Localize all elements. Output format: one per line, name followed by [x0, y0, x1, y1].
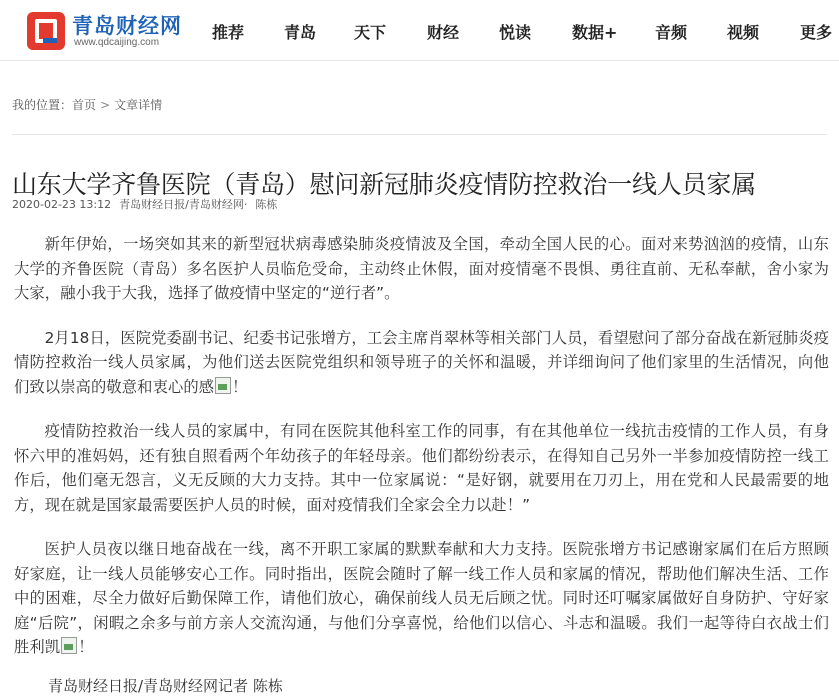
nav-item-world[interactable]: 天下: [354, 23, 387, 42]
nav-item-finance[interactable]: 财经: [427, 23, 460, 42]
article-paragraph: [14, 419, 829, 517]
nav-item-data[interactable]: 数据+: [572, 23, 618, 42]
nav-item-audio[interactable]: 音频: [655, 23, 688, 42]
logo-text: 青岛财经网: [72, 14, 182, 38]
article-paragraph: [14, 537, 829, 660]
site-header: [0, 0, 839, 61]
paragraph-tail: ！: [78, 638, 94, 656]
breadcrumb: [12, 96, 162, 113]
logo-mark-icon: [26, 11, 66, 51]
nav-item-qingdao[interactable]: 青岛: [284, 23, 317, 42]
paragraph-text: 医护人员夜以继日地奋战在一线，离不开职工家属的默默奉献和大力支持。医院张增方书记感谢家属们在后方照顾好家庭，让一线人员能够安心工作。同时指出，医院会随时了解一线工作人员和家属的情况，帮助他们解决生活、工作中的困难，尽全力做好后勤保障工作，请他们放心，确保前线人员无后顾之忧。同时还叮嘱家属做好自身防护、守好家庭“后院”，闲暇之余多与前方亲人交流沟通，与他们分享喜悦，给他们以信心、斗志和温暖。我们一起等待白衣战士们胜利凯: [14, 540, 829, 656]
nav-item-video[interactable]: 视频: [727, 23, 760, 42]
article-meta: [12, 196, 285, 212]
article-source: 青岛财经日报/青岛财经网·: [119, 198, 248, 211]
breadcrumb-prefix: 我的位置：: [12, 98, 73, 112]
nav-item-recommend[interactable]: 推荐: [212, 23, 245, 42]
article-title: 山东大学齐鲁医院（青岛）慰问新冠肺炎疫情防控救治一线人员家属: [12, 169, 757, 199]
article-body: [14, 232, 829, 680]
breadcrumb-current: 文章详情: [114, 98, 163, 112]
article-author: 陈栋: [255, 198, 278, 211]
article-paragraph: [14, 232, 829, 306]
paragraph-tail: ！: [232, 377, 248, 396]
logo-url: www.qdcaijing.com: [74, 37, 160, 48]
paragraph-text: 2月18日，医院党委副书记、纪委书记张增方，工会主席肖翠林等相关部门人员，看望慰问了部分奋战在新冠肺炎疫情防控救治一线人员家属，为他们送去医院党组织和领导班子的关怀和温暖，并详细询问了他们家里的生活情况，向他们致以崇高的敬意和衷心的感: [14, 328, 829, 396]
article-date: 2020-02-23 13:12: [12, 198, 112, 211]
broken-image-icon: [215, 377, 231, 394]
paragraph-text: 新年伊始，一场突如其来的新型冠状病毒感染肺炎疫情波及全国，牵动全国人民的心。面对来势汹汹的疫情，山东大学的齐鲁医院（青岛）多名医护人员临危受命，主动终止休假，面对疫情毫不畏惧、勇往直前、无私奉献，舍小家为大家，融小我于大我，选择了做疫情中坚定的“逆行者”。: [14, 235, 829, 302]
article-byline: 青岛财经日报/青岛财经网记者 陈栋: [48, 677, 283, 695]
article-paragraph: [14, 326, 829, 400]
breadcrumb-separator: >: [100, 98, 111, 112]
nav-item-reading[interactable]: 悦读: [499, 23, 532, 42]
site-logo[interactable]: [24, 9, 194, 53]
main-nav: [196, 0, 839, 60]
breadcrumb-home-link[interactable]: 首页: [72, 98, 97, 112]
paragraph-text: 疫情防控救治一线人员的家属中，有同在医院其他科室工作的同事，有在其他单位一线抗击疫情的工作人员，有身怀六甲的准妈妈，还有独自照看两个年幼孩子的年轻母亲。他们都纷纷表示，在得知自己另外一半参加疫情防控一线工作后，他们毫无怨言，义无反顾的大力支持。其中一位家属说：“是好钢，就要用在刀刃上，用在党和人民最需要的地方，现在就是国家最需要医护人员的时候，面对疫情我们全家会全力以赴！”: [14, 422, 829, 514]
nav-item-more[interactable]: 更多: [800, 23, 833, 42]
divider: [12, 134, 827, 135]
broken-image-icon: [61, 637, 77, 654]
